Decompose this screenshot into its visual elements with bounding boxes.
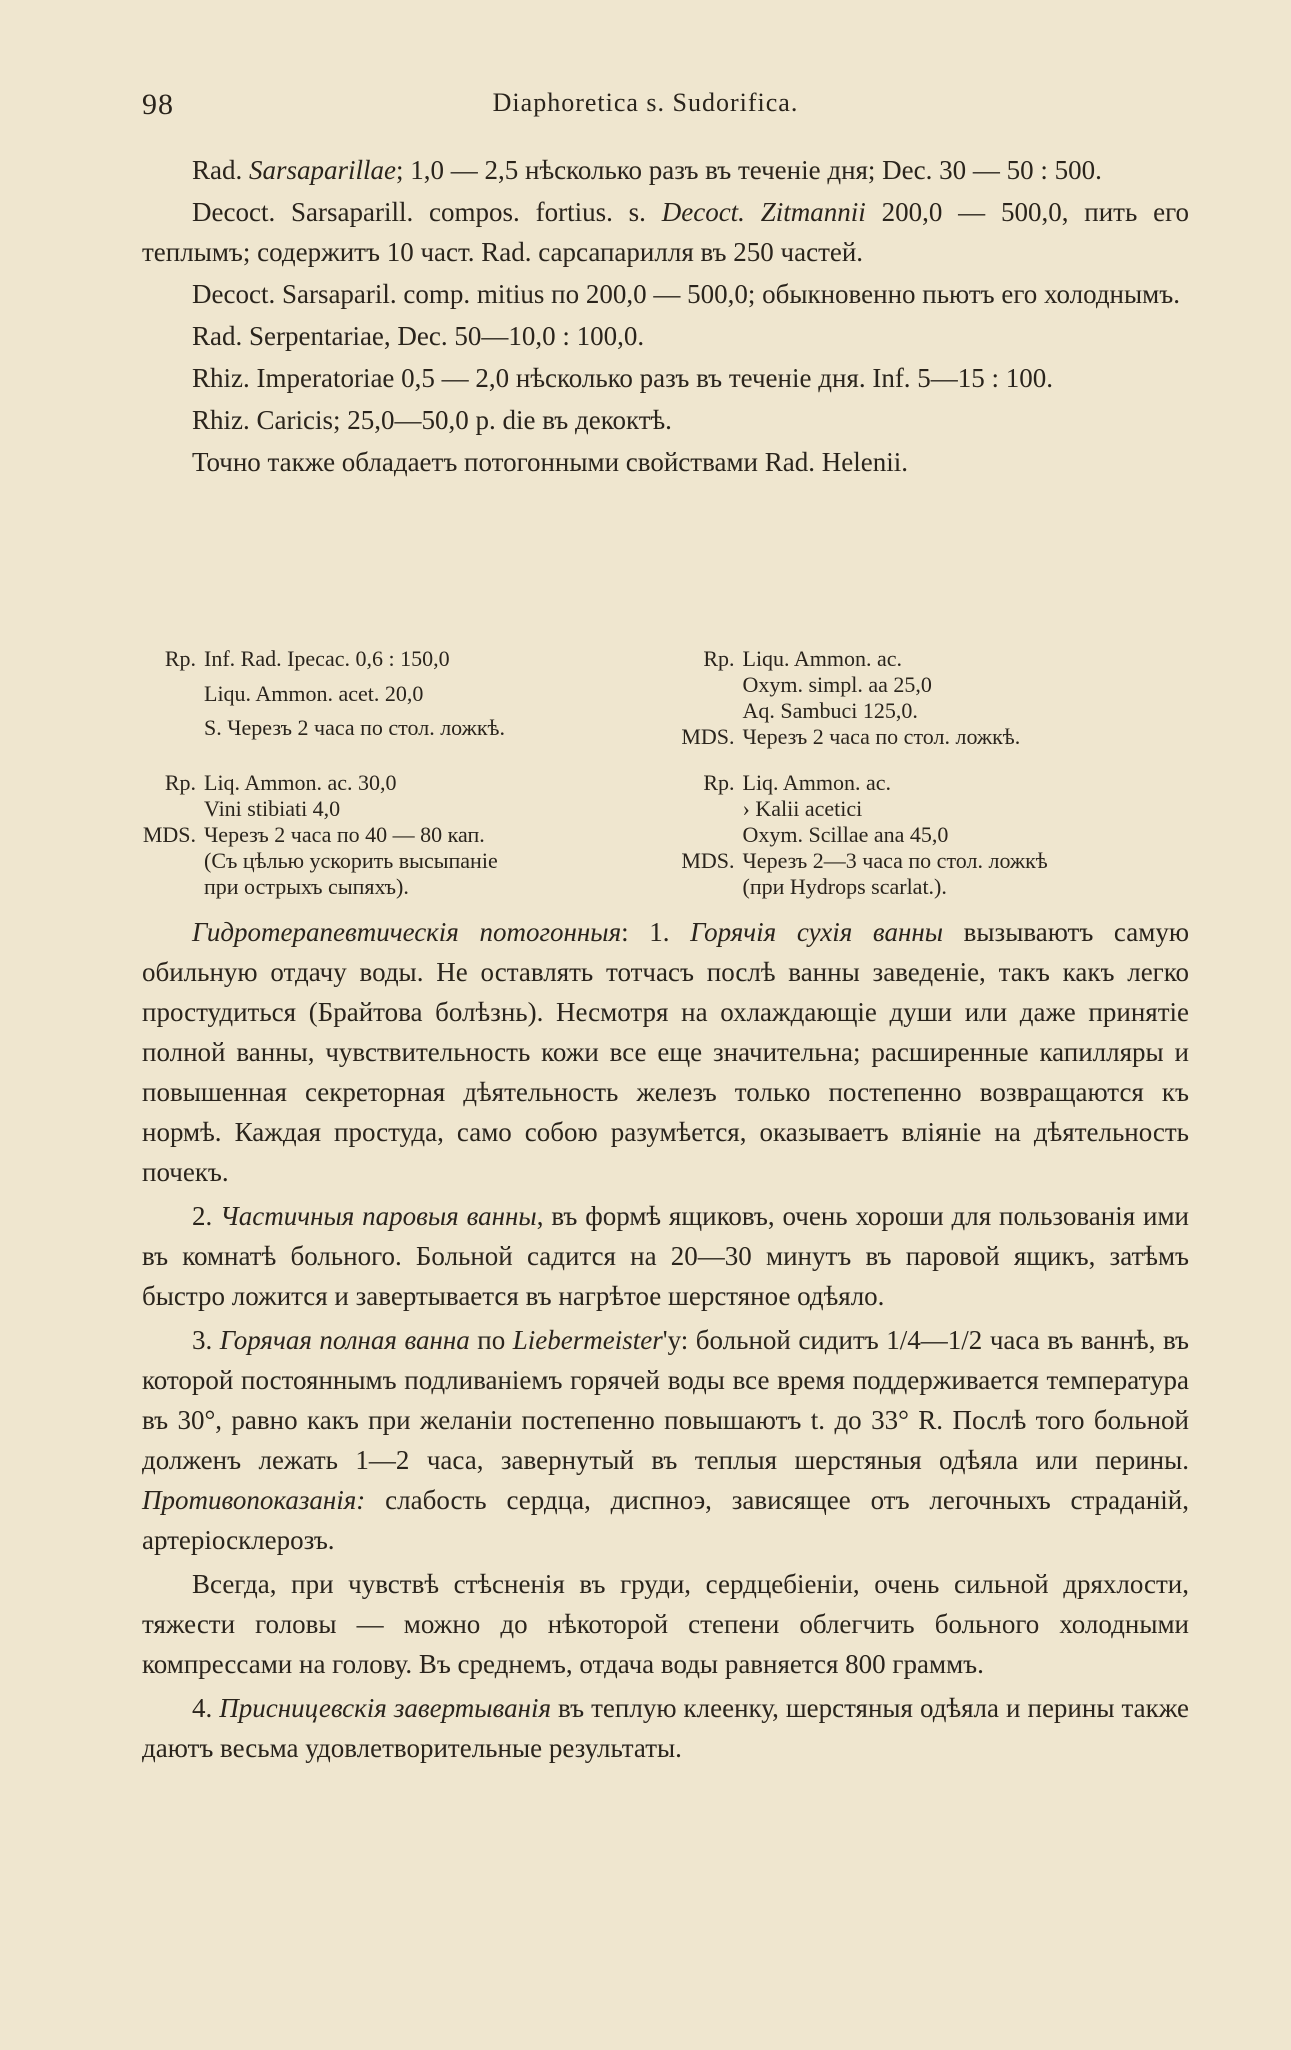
- italic-run: Liebermeister: [512, 1325, 663, 1355]
- text-run: 2.: [192, 1201, 221, 1231]
- text-run: Decoct. Sarsaparil. comp. mitius по 200,0 — 500,0; обыкновенно пьютъ его холоднымъ.: [192, 279, 1180, 309]
- prescription-line: Черезъ 2 часа по 40 — 80 кап.: [204, 822, 485, 847]
- text-run: вызываютъ самую обильную отдачу воды. Не оставлять тотчасъ послѣ ванны заведеніе, такъ какъ легко простудиться (Брайтова болѣзнь). Несмотря на охлаждающіе души или даже принятіе полной ванны, чувствительность кожи все еще значительна; расширенные капилляры и повышенная секреторная дѣятельность железъ только постепенно возвращаются къ нормѣ. Каждая простуда, само собою разумѣется, оказываетъ вліяніе на дѣятельность почекъ.: [142, 917, 1189, 1187]
- italic-run: Противопоказанія:: [142, 1485, 366, 1515]
- prescription-line: Inf. Rad. Ipecac. 0,6 : 150,0: [204, 646, 450, 671]
- prescription-block: [142, 646, 651, 750]
- paragraph-priessnitz-wraps: [142, 1688, 1189, 1768]
- prescription-line: Oxym. simpl. aa 25,0: [742, 672, 932, 697]
- paragraph-steam-baths: [142, 1196, 1189, 1316]
- text-run: 'у: больной сидитъ: [662, 1325, 887, 1355]
- text-run: Rad. Serpentariae, Dec. 50—10,0 : 100,0.: [192, 321, 645, 351]
- hydrotherapy-section: [142, 912, 1189, 1772]
- prescription-label: [142, 848, 204, 874]
- paragraph-hot-dry-baths: [142, 912, 1189, 1192]
- paragraph-sarsaparillae: [142, 150, 1189, 190]
- paragraph-caricis: [142, 400, 1189, 440]
- prescription-line: Aq. Sambuci 125,0.: [742, 698, 918, 723]
- prescription-label: [142, 681, 204, 716]
- prescription-line: Черезъ 2—3 часа по стол. ложкѣ: [742, 848, 1048, 873]
- text-run: Rhiz. Imperatoriae 0,5 — 2,0 нѣсколько разъ въ теченіе дня. Inf. 5—15 : 100.: [192, 363, 1054, 393]
- text-run: , въ формѣ ящиковъ, очень хороши для пользованія ими въ комнатѣ больного. Больной садится на 20—30 минутъ въ паровой ящикъ, затѣмъ быстро ложится и завертывается въ нагрѣтое шерстяное одѣяло.: [142, 1201, 1190, 1311]
- paragraph-hot-full-bath: [142, 1320, 1189, 1560]
- prescription-label: [681, 874, 743, 900]
- prescription-block: [681, 770, 1190, 900]
- text-run: 3.: [192, 1325, 220, 1355]
- italic-run: Частичныя паровыя ванны: [220, 1201, 537, 1231]
- paragraph-imperatoriae: [142, 358, 1189, 398]
- italic-run: Горячія сухія ванны: [690, 917, 944, 947]
- prescription-line: Oxym. Scillae ana 45,0: [742, 822, 949, 847]
- prescription-line: Liqu. Ammon. acet. 20,0: [204, 680, 424, 706]
- prescription-line: Liq. Ammon. ac.: [742, 770, 891, 795]
- prescription-line: Черезъ 2 часа по стол. ложкѣ.: [742, 724, 1021, 749]
- prescription-label: [142, 715, 204, 750]
- prescription-label: MDS.: [142, 822, 196, 847]
- text-run: Rad.: [192, 155, 249, 185]
- prescription-label: [142, 874, 204, 900]
- text-run: Точно также обладаетъ потогонными свойствами Rad. Helenii.: [192, 447, 908, 477]
- text-run: по: [469, 1325, 513, 1355]
- text-run: 4.: [192, 1693, 220, 1723]
- text-run: ; 1,0 — 2,5 нѣсколько разъ въ теченіе дня; Dec. 30 — 50 : 500.: [396, 155, 1102, 185]
- paragraph-serpentariae: [142, 316, 1189, 356]
- italic-run: Присницевскія завертыванія: [219, 1693, 552, 1723]
- prescription-label: [681, 698, 743, 724]
- prescription-label: [142, 796, 204, 822]
- text-run: 200,0 — 500,0, пить его теплымъ; содержитъ 10 част. Rad. сарсапарилля въ 250 частей.: [142, 197, 1189, 267]
- prescription-block: [142, 770, 651, 900]
- prescription-label: MDS.: [681, 848, 735, 873]
- prescription-label: Rp.: [703, 646, 735, 671]
- text-run: —: [920, 1325, 948, 1355]
- prescription-line: Liq. Ammon. ac. 30,0: [204, 770, 397, 795]
- fraction: 1/4: [886, 1325, 921, 1355]
- fraction: 1/2: [947, 1325, 983, 1355]
- text-run: Decoct. Sarsaparill. compos. fortius. s.: [192, 197, 662, 227]
- prescription-line: S. Черезъ 2 часа по стол. ложкѣ.: [204, 715, 505, 741]
- text-run: слабость сердца, диспноэ, зависящее отъ легочныхъ страданій, артеріосклерозъ.: [142, 1485, 1189, 1555]
- prescriptions-grid: [142, 646, 1189, 900]
- paragraph-decoct-fortius: [142, 192, 1189, 272]
- top-text-block: [142, 150, 1189, 484]
- prescription-line: (Съ цѣлью ускорить высыпаніе: [204, 848, 498, 873]
- paragraph-compresses: Всегда, при чувствѣ стѣсненія въ груди, сердцебіеніи, очень сильной дряхлости, тяжести головы — можно до нѣкоторой степени облегчить больного холодными компрессами на голову. Въ среднемъ, отдача воды равняется 800 граммъ.: [142, 1569, 1189, 1679]
- prescription-label: Rp.: [164, 646, 196, 671]
- prescription-label: MDS.: [681, 724, 735, 749]
- prescription-label: Rp.: [164, 770, 196, 795]
- running-title: Diaphoretica s. Sudorifica.: [492, 88, 799, 117]
- paragraph-helenii: [142, 442, 1189, 482]
- text-run: часа въ ваннѣ, въ которой постояннымъ подливаніемъ горячей воды все время поддерживается температура въ 30°, равно какъ при желаніи постепенно повышаютъ t. до 33° R. Послѣ того больной долженъ лежать 1—2 часа, завернутый въ теплыя шерстяныя одѣяла или перины.: [142, 1325, 1190, 1475]
- prescription-label: [681, 822, 743, 848]
- prescription-line: › Kalii acetici: [742, 796, 863, 821]
- page-number: 98: [142, 88, 174, 121]
- prescription-label: [681, 672, 743, 698]
- prescription-label: Rp.: [703, 770, 735, 795]
- paragraph-decoct-mitius: [142, 274, 1189, 314]
- italic-run: Decoct. Zitmannii: [661, 197, 866, 227]
- text-run: Rhiz. Caricis; 25,0—50,0 p. die въ декоктѣ.: [192, 405, 672, 435]
- prescription-line: Liqu. Ammon. ac.: [742, 646, 902, 671]
- italic-run: Горячая полная ванна: [219, 1325, 470, 1355]
- prescription-line: Vini stibiati 4,0: [204, 796, 341, 821]
- prescription-block: [681, 646, 1190, 750]
- text-run: : 1.: [621, 917, 691, 947]
- prescription-line: (при Hydrops scarlat.).: [742, 874, 947, 899]
- italic-run: Гидротерапевтическія потогонныя: [192, 917, 622, 947]
- prescription-line: при острыхъ сыпяхъ).: [204, 874, 409, 899]
- prescription-label: [681, 796, 743, 822]
- italic-run: Sarsaparillae: [249, 155, 397, 185]
- text-run: въ теплую клеенку, шерстяныя одѣяла и перины также даютъ весьма удовлетворительные результаты.: [142, 1693, 1190, 1763]
